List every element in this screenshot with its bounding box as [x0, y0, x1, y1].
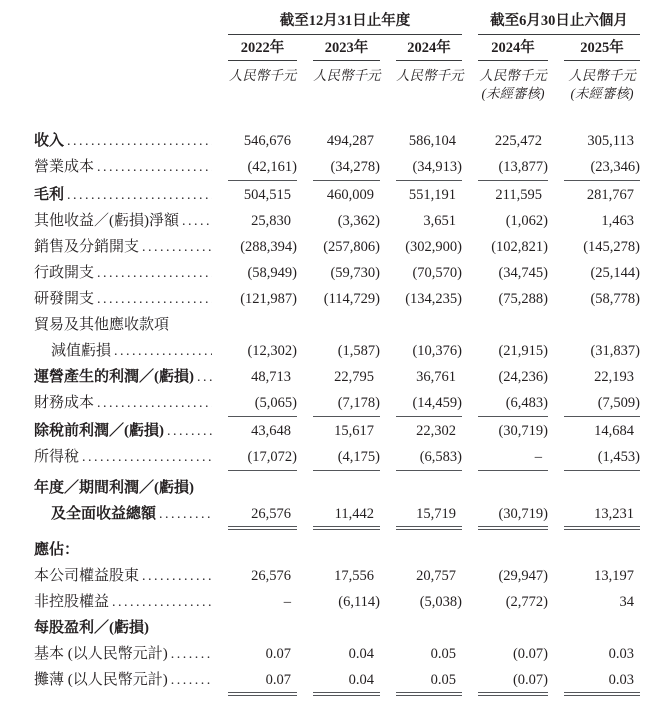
value-cell: 26,576 — [228, 505, 297, 527]
value-cell: 26,576 — [251, 568, 291, 584]
table-row-eps-diluted — [34, 671, 640, 693]
row-label: 所得稅 — [34, 449, 80, 465]
value-cell: (2,772) — [505, 594, 548, 610]
table-row-eps-basic — [34, 645, 640, 664]
value-cell: (0.07) — [512, 646, 548, 662]
value-cell: (1,587) — [337, 343, 380, 359]
table-row-cost-of-sales — [34, 158, 640, 181]
value-cell: 22,795 — [334, 369, 374, 385]
value-cell: 0.03 — [608, 646, 634, 662]
dot-leader — [164, 422, 212, 441]
dot-leader — [94, 158, 212, 177]
row-label: 除稅前利潤／(虧損) — [34, 423, 164, 439]
value-cell: (75,288) — [498, 291, 548, 307]
value-cell: 551,191 — [408, 187, 456, 203]
row-label: 貿易及其他應收款項 — [34, 317, 170, 333]
value-cell: 0.07 — [228, 671, 297, 693]
table-row-revenue — [34, 132, 640, 151]
table-row-other-gains — [34, 212, 640, 231]
value-cell: (4,175) — [313, 448, 380, 471]
table-row-eps-caption — [34, 619, 640, 638]
table-row-profit-before-tax — [34, 422, 640, 441]
value-cell: 0.04 — [348, 646, 374, 662]
value-cell: 586,104 — [408, 133, 456, 149]
value-cell: – — [283, 594, 291, 610]
value-cell: – — [478, 448, 548, 471]
row-label: 行政開支 — [34, 265, 95, 281]
value-cell: (302,900) — [405, 239, 462, 255]
value-cell: (25,144) — [590, 265, 640, 281]
value-cell: (13,877) — [478, 158, 548, 181]
column-year-2022: 2022年 — [228, 39, 297, 61]
value-cell: (5,038) — [419, 594, 462, 610]
table-row-gross-profit — [34, 186, 640, 205]
value-cell: 22,193 — [594, 369, 634, 385]
value-cell: (34,913) — [396, 158, 462, 181]
dot-leader — [64, 132, 212, 151]
value-cell: 48,713 — [251, 369, 291, 385]
dot-leader — [94, 290, 212, 309]
value-cell: (257,806) — [323, 239, 380, 255]
value-cell: 0.07 — [265, 646, 291, 662]
dot-leader — [194, 368, 212, 387]
value-cell: (134,235) — [405, 291, 462, 307]
value-cell: (6,583) — [396, 448, 462, 471]
column-group-interim: 截至6月30日止六個月 — [478, 12, 640, 35]
value-cell: (70,570) — [412, 265, 462, 281]
value-cell: 211,595 — [495, 187, 542, 203]
table-row-attributable-caption — [34, 541, 640, 560]
table-row-selling-expenses — [34, 238, 640, 257]
value-cell: (10,376) — [412, 343, 462, 359]
row-label: 本公司權益股東 — [34, 568, 140, 584]
value-cell: 0.05 — [396, 671, 462, 693]
value-cell: (58,778) — [590, 291, 640, 307]
value-cell: 36,761 — [416, 369, 456, 385]
value-cell: (6,114) — [338, 594, 380, 610]
value-cell: (14,459) — [396, 394, 462, 417]
value-cell: (23,346) — [564, 158, 640, 181]
value-cell: (58,949) — [247, 265, 297, 281]
unaudited-label: (未經審核) — [570, 86, 634, 101]
income-statement-table — [34, 132, 640, 693]
value-cell: (42,161) — [228, 158, 297, 181]
value-cell: (121,987) — [240, 291, 297, 307]
value-cell: (59,730) — [330, 265, 380, 281]
row-label: 年度／期間利潤／(虧損) — [34, 480, 194, 496]
value-cell: (5,065) — [228, 394, 297, 417]
value-cell: 0.04 — [313, 671, 380, 693]
value-cell: 25,830 — [251, 213, 291, 229]
value-cell: (6,483) — [478, 394, 548, 417]
value-cell: 15,617 — [334, 423, 374, 439]
value-cell: (7,509) — [564, 394, 640, 417]
value-cell: 43,648 — [251, 423, 291, 439]
value-cell: (1,062) — [505, 213, 548, 229]
table-row-rnd-expenses — [34, 290, 640, 309]
dot-leader — [94, 264, 212, 283]
dot-leader — [139, 238, 212, 257]
value-cell: 17,556 — [334, 568, 374, 584]
value-cell: (30,719) — [498, 423, 548, 439]
row-label: 運營產生的利潤／(虧損) — [34, 369, 194, 385]
dot-leader — [111, 342, 212, 361]
value-cell: (34,278) — [313, 158, 380, 181]
unit-label: 人民幣千元 — [396, 68, 464, 83]
value-cell: 494,287 — [326, 133, 374, 149]
value-cell: 460,009 — [326, 187, 374, 203]
row-label: 減值虧損 — [51, 343, 112, 359]
dot-leader — [168, 671, 212, 690]
value-cell: (30,719) — [478, 505, 548, 527]
value-cell: 305,113 — [587, 133, 634, 149]
value-cell: 1,463 — [601, 213, 634, 229]
value-cell: 281,767 — [586, 187, 634, 203]
row-label: 收入 — [34, 133, 65, 149]
value-cell: 504,515 — [243, 187, 291, 203]
dot-leader — [139, 567, 212, 586]
column-group-annual: 截至12月31日止年度 — [228, 12, 462, 35]
value-cell: 0.03 — [564, 671, 640, 693]
dot-leader — [94, 394, 212, 413]
table-row-impairment-losses — [34, 342, 640, 361]
table-row-equity-holders — [34, 567, 640, 586]
row-label: 攤薄 (以人民幣元計) — [34, 672, 168, 688]
unit-label: 人民幣千元 — [228, 68, 297, 83]
table-header — [34, 12, 640, 102]
dot-leader — [168, 645, 212, 664]
column-year-2024-interim: 2024年 — [478, 39, 548, 61]
row-label: 其他收益／(虧損)淨額 — [34, 213, 179, 229]
unit-label: 人民幣千元 — [313, 68, 381, 83]
row-label: 非控股權益 — [34, 594, 110, 610]
value-cell: (21,915) — [498, 343, 548, 359]
dot-leader — [156, 505, 212, 524]
value-cell: 22,302 — [416, 423, 456, 439]
value-cell: (114,729) — [323, 291, 380, 307]
header-group-row — [34, 12, 640, 35]
value-cell: 0.05 — [430, 646, 456, 662]
value-cell: (288,394) — [240, 239, 297, 255]
table-row-trade-receivables-caption — [34, 316, 640, 335]
row-label: 財務成本 — [34, 395, 95, 411]
value-cell: (17,072) — [228, 448, 297, 471]
row-label: 毛利 — [34, 187, 65, 203]
unaudited-label: (未經審核) — [481, 86, 545, 101]
value-cell: 15,719 — [396, 505, 462, 527]
value-cell: 13,231 — [564, 505, 640, 527]
row-label: 基本 (以人民幣元計) — [34, 646, 168, 662]
value-cell: (7,178) — [313, 394, 380, 417]
unit-label: 人民幣千元 — [479, 68, 547, 83]
header-unaudited-row — [34, 85, 640, 102]
table-row-non-controlling-interests — [34, 593, 640, 612]
value-cell: 14,684 — [594, 423, 634, 439]
value-cell: 13,197 — [594, 568, 634, 584]
value-cell: 3,651 — [423, 213, 456, 229]
value-cell: 225,472 — [494, 133, 542, 149]
row-label: 營業成本 — [34, 159, 95, 175]
value-cell: (12,302) — [247, 343, 297, 359]
table-row-operating-profit — [34, 368, 640, 387]
table-row-total-comprehensive-income — [34, 505, 640, 527]
row-label: 銷售及分銷開支 — [34, 239, 140, 255]
value-cell: 11,442 — [313, 505, 380, 527]
unit-label: 人民幣千元 — [568, 68, 636, 83]
header-unit-row — [34, 67, 640, 84]
dot-leader — [64, 186, 212, 205]
column-year-2024: 2024年 — [396, 39, 462, 61]
row-label: 應佔： — [34, 542, 80, 558]
value-cell: (1,453) — [564, 448, 640, 471]
table-row-profit-for-year-caption — [34, 479, 640, 498]
table-row-income-tax — [34, 448, 640, 471]
row-label: 每股盈利／(虧損) — [34, 620, 149, 636]
value-cell: (3,362) — [337, 213, 380, 229]
column-year-2025-interim: 2025年 — [564, 39, 640, 61]
value-cell: 20,757 — [416, 568, 456, 584]
value-cell: (24,236) — [498, 369, 548, 385]
header-year-row — [34, 39, 640, 61]
value-cell: (34,745) — [498, 265, 548, 281]
column-year-2023: 2023年 — [313, 39, 380, 61]
row-label: 研發開支 — [34, 291, 95, 307]
value-cell: (0.07) — [478, 671, 548, 693]
value-cell: (31,837) — [590, 343, 640, 359]
value-cell: 546,676 — [243, 133, 291, 149]
value-cell: (102,821) — [491, 239, 548, 255]
value-cell: 34 — [619, 594, 634, 610]
row-label: 及全面收益總額 — [51, 506, 157, 522]
dot-leader — [179, 212, 212, 231]
dot-leader — [109, 593, 212, 612]
value-cell: (145,278) — [583, 239, 640, 255]
value-cell: (29,947) — [498, 568, 548, 584]
dot-leader — [79, 448, 212, 467]
table-row-admin-expenses — [34, 264, 640, 283]
table-row-finance-costs — [34, 394, 640, 417]
